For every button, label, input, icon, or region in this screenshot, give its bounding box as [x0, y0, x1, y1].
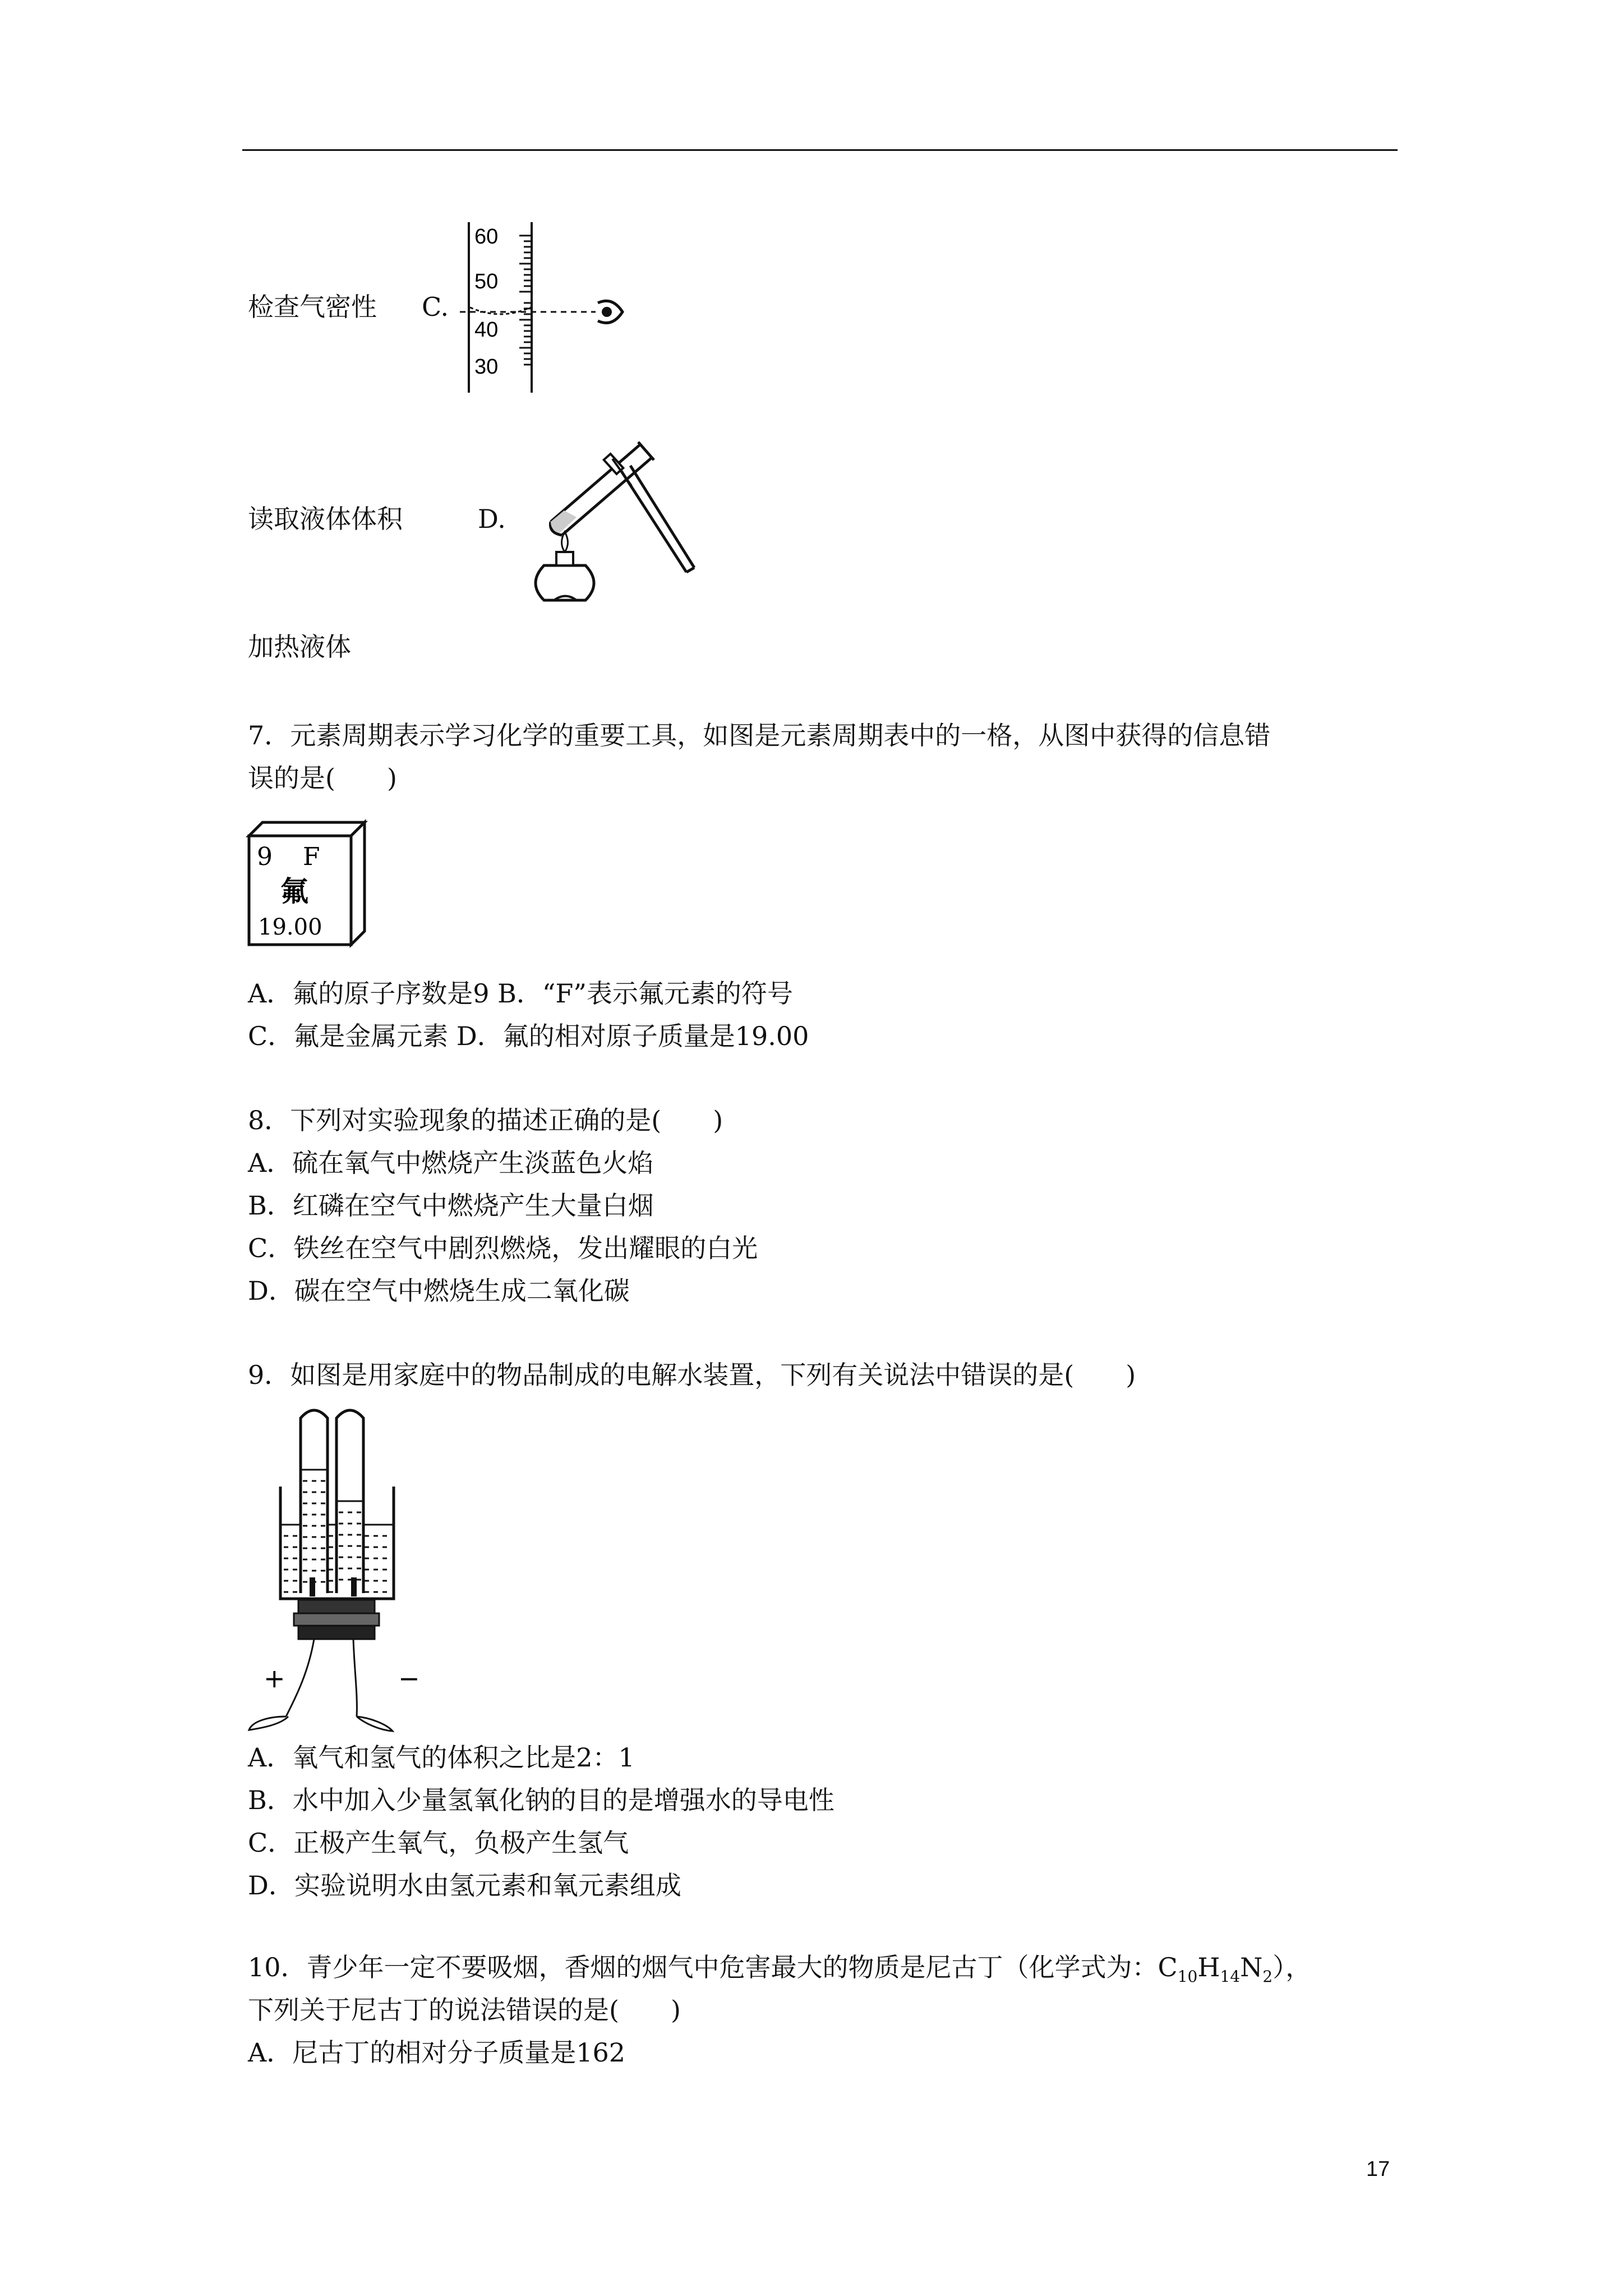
- test-tube-holder: [604, 454, 694, 572]
- stopper-base: [294, 1600, 379, 1639]
- left-test-tube: [301, 1410, 328, 1593]
- q7-stem-line1: 7．元素周期表示学习化学的重要工具，如图是元素周期表中的一格，从图中获得的信息错: [248, 720, 1271, 751]
- formula-sub-h: 14: [1220, 1967, 1241, 1986]
- q10-stem-text: 10．青少年一定不要吸烟，香烟的烟气中危害最大的物质是尼古丁（化学式为：C: [248, 1952, 1178, 1982]
- formula-sub-c: 10: [1177, 1967, 1198, 1986]
- q7-options-line2: C．氟是金属元素 D．氟的相对原子质量是19.00: [248, 1021, 809, 1051]
- heating-liquid-figure: [516, 432, 723, 611]
- cylinder-reading-figure: [449, 219, 651, 398]
- atomic-number: 9: [257, 843, 273, 871]
- label-heat-liquid: 加热液体: [248, 632, 351, 662]
- q9-option-b: B．水中加入少量氢氧化钠的目的是增强水的导电性: [248, 1785, 834, 1815]
- header-rule: [242, 149, 1398, 151]
- alcohol-lamp: [536, 532, 594, 600]
- page-number: 17: [1366, 2157, 1390, 2181]
- test-tube: [550, 442, 654, 535]
- eye-icon: [598, 301, 623, 323]
- q10-stem-tail: ），: [1272, 1952, 1312, 1982]
- negative-sign: −: [398, 1663, 420, 1694]
- tick-50: 50: [474, 270, 499, 293]
- electrolysis-apparatus-figure: [247, 1402, 449, 1739]
- q7-stem-line2: 误的是( ): [248, 763, 397, 793]
- q8-stem: 8．下列对实验现象的描述正确的是( ): [248, 1105, 723, 1135]
- formula-sub-n: 2: [1262, 1967, 1273, 1986]
- q10-stem-line1: [248, 1954, 1311, 1985]
- formula-n: N: [1240, 1952, 1263, 1982]
- q10-stem-line2: 下列关于尼古丁的说法错误的是( ): [248, 1995, 681, 2025]
- formula-h: H: [1197, 1952, 1220, 1982]
- positive-sign: +: [264, 1663, 285, 1694]
- q8-option-d: D．碳在空气中燃烧生成二氧化碳: [248, 1276, 630, 1306]
- q10-option-a: A．尼古丁的相对分子质量是162: [248, 2037, 626, 2068]
- tick-30: 30: [474, 355, 499, 379]
- periodic-table-cell: [247, 820, 370, 949]
- right-test-tube: [336, 1410, 363, 1593]
- q7-options-line1: A．氟的原子序数是9 B．“F”表示氟元素的符号: [248, 978, 793, 1009]
- tick-60: 60: [474, 225, 499, 249]
- tick-40: 40: [474, 318, 499, 342]
- atomic-mass: 19.00: [258, 914, 322, 940]
- q8-option-b: B．红磷在空气中燃烧产生大量白烟: [248, 1190, 654, 1221]
- label-check-airtightness: 检查气密性: [248, 292, 377, 322]
- element-symbol: F: [303, 843, 320, 871]
- q9-option-a: A．氧气和氢气的体积之比是2：1: [248, 1742, 635, 1773]
- element-name: 氟: [280, 875, 308, 908]
- q9-option-c: C．正极产生氧气，负极产生氢气: [248, 1828, 629, 1858]
- option-c-label: C.: [422, 292, 449, 322]
- q9-option-d: D．实验说明水由氢元素和氧元素组成: [248, 1870, 681, 1901]
- q9-stem: 9．如图是用家庭中的物品制成的电解水装置，下列有关说法中错误的是( ): [248, 1360, 1136, 1390]
- label-read-volume: 读取液体体积: [248, 504, 403, 534]
- option-d-label: D.: [478, 504, 506, 534]
- q8-option-a: A．硫在氧气中燃烧产生淡蓝色火焰: [248, 1148, 654, 1178]
- q8-option-c: C．铁丝在空气中剧烈燃烧，发出耀眼的白光: [248, 1233, 758, 1263]
